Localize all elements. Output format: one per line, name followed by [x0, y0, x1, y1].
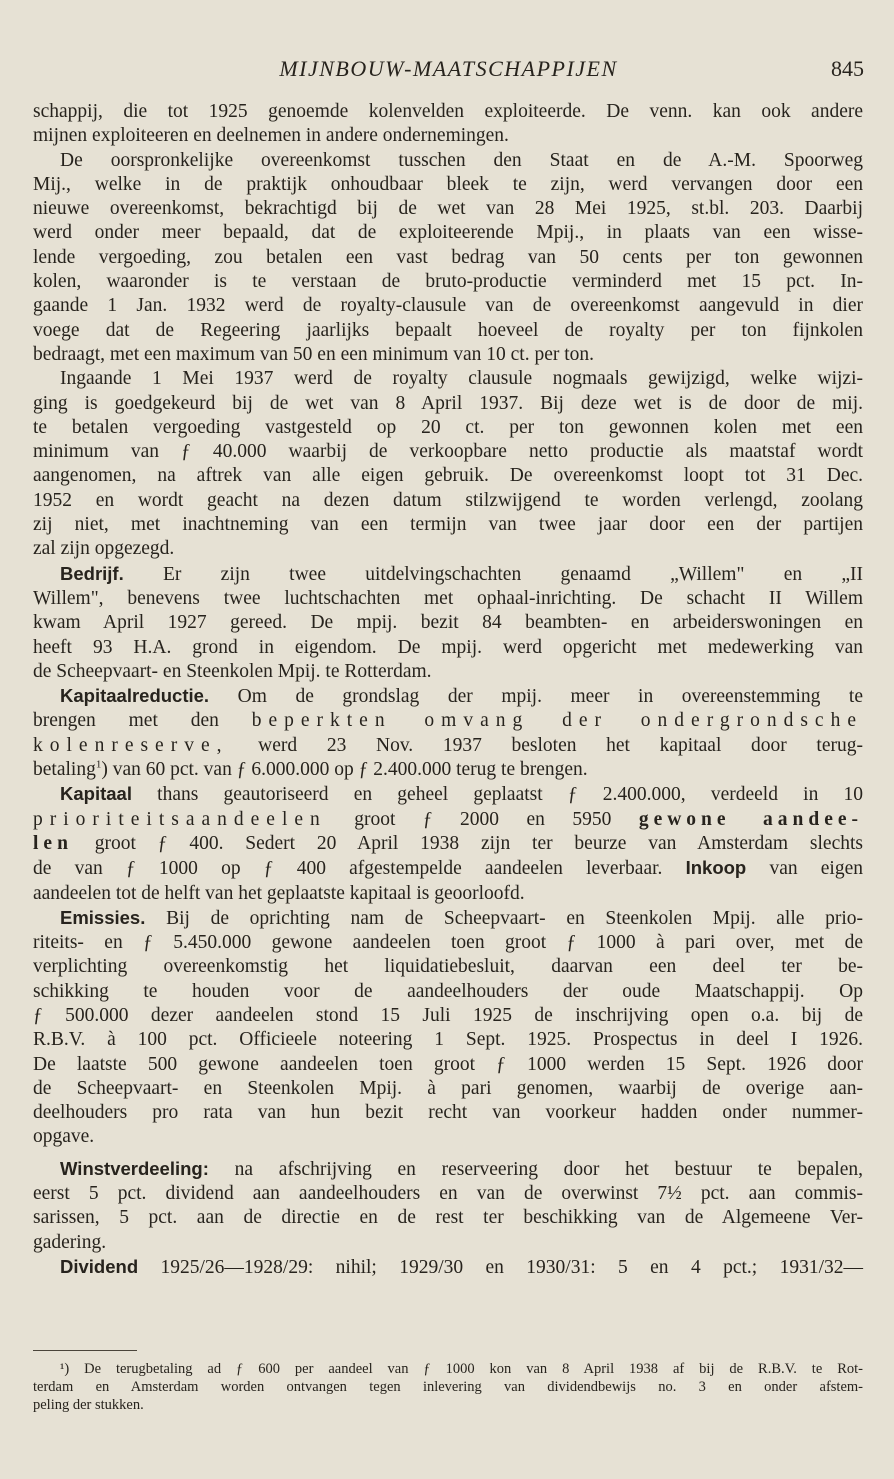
text-line: Kapitaalreductie. Om de grondslag der mpij. meer in overeenstemming te — [60, 685, 863, 708]
text-line: Emissies. Bij de oprichting nam de Scheepvaart- en Steenkolen Mpij. alle prio- — [60, 906, 863, 929]
text-line: len groot ƒ 400. Sedert 20 April 1938 zijn ter beurze van Amsterdam slechts — [33, 832, 863, 854]
text-line: zij niet, met inachtneming van een termijn van twee jaar door een der partijen — [33, 514, 863, 536]
spaced-text: beperkten — [251, 710, 392, 732]
text-line: mijnen exploiteeren en deelnemen in andere ondernemingen. — [33, 125, 509, 147]
footnote — [33, 1360, 863, 1414]
section-heading-bedrijf: Bedrijf. — [60, 562, 124, 584]
footnote-ref: 1 — [95, 758, 102, 771]
section-heading-winstverdeeling: Winstverdeeling: — [60, 1157, 209, 1179]
text-line: schikking te houden voor de aandeelhouders der oude Maatschappij. Op — [33, 980, 863, 1002]
text-line: R.B.V. à 100 pct. Officieele noteering 1 Sept. 1925. Prospectus in deel I 1926. — [33, 1029, 863, 1051]
text-line: ging is goedgekeurd bij de wet van 8 April 1937. Bij deze wet is de door de mij. — [33, 392, 863, 414]
footnote-marker: ¹) — [60, 1361, 70, 1377]
page-header — [33, 56, 864, 86]
body-text — [33, 100, 863, 1280]
text-line: eerst 5 pct. dividend aan aandeelhouders en van de overwinst 7½ pct. aan commis- — [33, 1183, 863, 1205]
text-line: bedraagt, met een maximum van 50 en een minimum van 10 ct. per ton. — [33, 343, 595, 365]
spaced-bold-text: len — [33, 832, 73, 854]
text-line: te betalen vergoeding vastgesteld op 20 ct. per ton gewonnen kolen met een — [33, 416, 863, 438]
text-line: Kapitaal thans geautoriseerd en geheel geplaatst ƒ 2.400.000, verdeeld in 10 — [60, 783, 863, 806]
text-line: Bedrijf. Er zijn twee uitdelvingschachten genaamd „Willem" en „II — [60, 562, 863, 585]
spaced-text: kolenreserve, — [33, 734, 229, 756]
text-line: 1952 en wordt geacht na dezen datum stilzwijgend te worden verlengd, zoolang — [33, 489, 863, 511]
text-line: voege dat de Regeering jaarlijks bepaalt hoeveel de royalty per ton fijnkolen — [33, 319, 863, 341]
text-line: opgave. — [33, 1126, 95, 1148]
section-heading-inkoop: Inkoop — [685, 857, 747, 879]
text-line: Mij., welke in de praktijk onhoudbaar bleek te zijn, werd vervangen door een — [33, 173, 863, 195]
text-line: riteits- en ƒ 5.450.000 gewone aandeelen toen groot ƒ 1000 à pari over, met de — [33, 932, 863, 954]
text-line: betaling$^1$) van 60 pct. van ƒ 6.000.000 op ƒ 2.400.000 terug te brengen. — [33, 758, 588, 781]
text-line: heeft 93 H.A. grond in eigendom. De mpij. werd opgericht met medewerking van — [33, 636, 863, 658]
section-heading-dividend: Dividend — [60, 1255, 139, 1277]
text-line: brengen met den beperkten omvang der ondergrondsche — [33, 710, 863, 732]
footnote-line: peling der stukken. — [33, 1397, 144, 1413]
text-line: zal zijn opgezegd. — [33, 538, 175, 560]
spaced-text: omvang — [424, 710, 530, 732]
text-line: aandeelen tot de helft van het geplaatste kapitaal is geoorloofd. — [33, 882, 525, 904]
section-heading-emissies: Emissies. — [60, 906, 146, 928]
text-line: prioriteitsaandeelen groot ƒ 2000 en 5950 gewone aandee- — [33, 808, 863, 830]
text-line: de van ƒ 1000 op ƒ 400 afgestempelde aandeelen leverbaar. Inkoop van eigen — [33, 857, 864, 880]
text-line: Ingaande 1 Mei 1937 werd de royalty clausule nogmaals gewijzigd, welke wijzi- — [60, 368, 863, 390]
text-line: lende vergoeding, zou betalen een vast bedrag van 50 cents per ton gewonnen — [33, 246, 863, 268]
running-head: MIJNBOUW-MAATSCHAPPIJEN — [279, 56, 618, 81]
text-line: deelhouders pro rata van hun bezit recht van voorkeur hadden onder nummer- — [33, 1102, 863, 1124]
footnote-line: ¹) De terugbetaling ad ƒ 600 per aandeel van ƒ 1000 kon van 8 April 1938 af bij de R.B.V. te Rot- — [60, 1361, 863, 1377]
section-heading-kapitaalreductie: Kapitaalreductie. — [60, 685, 210, 707]
text-line: schappij, die tot 1925 genoemde kolenvelden exploiteerde. De venn. kan ook andere — [33, 101, 863, 122]
footnote-rule — [33, 1350, 137, 1351]
text-line: de Scheepvaart- en Steenkolen Mpij. te Rotterdam. — [33, 660, 432, 682]
text-line: werd onder meer bepaald, dat de exploiteerende Mpij., in plaats van een wisse- — [33, 222, 863, 244]
section-heading-kapitaal: Kapitaal — [60, 783, 132, 805]
page-number: 845 — [831, 56, 864, 81]
text-line: minimum van ƒ 40.000 waarbij de verkoopbare netto productie als maatstaf wordt — [33, 441, 863, 463]
text-line: Dividend 1925/26—1928/29: nihil; 1929/30 en 1930/31: 5 en 4 pct.; 1931/32— — [60, 1255, 863, 1278]
text-line: de Scheepvaart- en Steenkolen Mpij. à pari genomen, waarbij de overige aan- — [33, 1077, 863, 1099]
spaced-bold-text: gewone aandee- — [638, 808, 863, 830]
text-line: kolenreserve, werd 23 Nov. 1937 besloten het kapitaal door terug- — [33, 734, 863, 756]
spaced-text: prioriteitsaandeelen — [33, 808, 327, 830]
text-line: nieuwe overeenkomst, bekrachtigd bij de wet van 28 Mei 1925, st.bl. 203. Daarbij — [33, 198, 863, 220]
text-line: ƒ 500.000 dezer aandeelen stond 15 Juli 1925 de inschrijving open o.a. bij de — [33, 1004, 863, 1026]
text-line: Winstverdeeling: na afschrijving en reserveering door het bestuur te bepalen, — [60, 1157, 864, 1180]
text-line: kwam April 1927 gereed. De mpij. bezit 84 beambten- en arbeiderswoningen en — [33, 612, 863, 634]
text-line: sarissen, 5 pct. aan de directie en de rest ter beschikking van de Algemeene Ver- — [33, 1207, 863, 1229]
spaced-text: ondergrondsche — [640, 710, 863, 732]
text-line: kolen, waaronder is te verstaan de bruto-productie verminderd met 15 pct. In- — [33, 271, 863, 293]
text-line: gaande 1 Jan. 1932 werd de royalty-clausule van de overeenkomst aangevuld in dier — [33, 295, 863, 317]
text-line: De oorspronkelijke overeenkomst tusschen den Staat en de A.-M. Spoorweg — [60, 149, 863, 171]
text-line: De laatste 500 gewone aandeelen toen groot ƒ 1000 werden 15 Sept. 1926 door — [33, 1053, 863, 1075]
text-line: gadering. — [33, 1231, 107, 1253]
text-line: verplichting overeenkomstig het liquidatiebesluit, daarvan een deel ter be- — [33, 956, 863, 978]
text-line: Willem", benevens twee luchtschachten met ophaal-inrichting. De schacht II Willem — [33, 587, 863, 609]
spaced-text: der — [562, 710, 608, 732]
footnote-line: terdam en Amsterdam worden ontvangen tegen inlevering van dividendbewijs no. 3 en onder afstem- — [33, 1379, 863, 1395]
text-line: aangenomen, na aftrek van alle eigen gebruik. De overeenkomst loopt tot 31 Dec. — [33, 465, 863, 487]
